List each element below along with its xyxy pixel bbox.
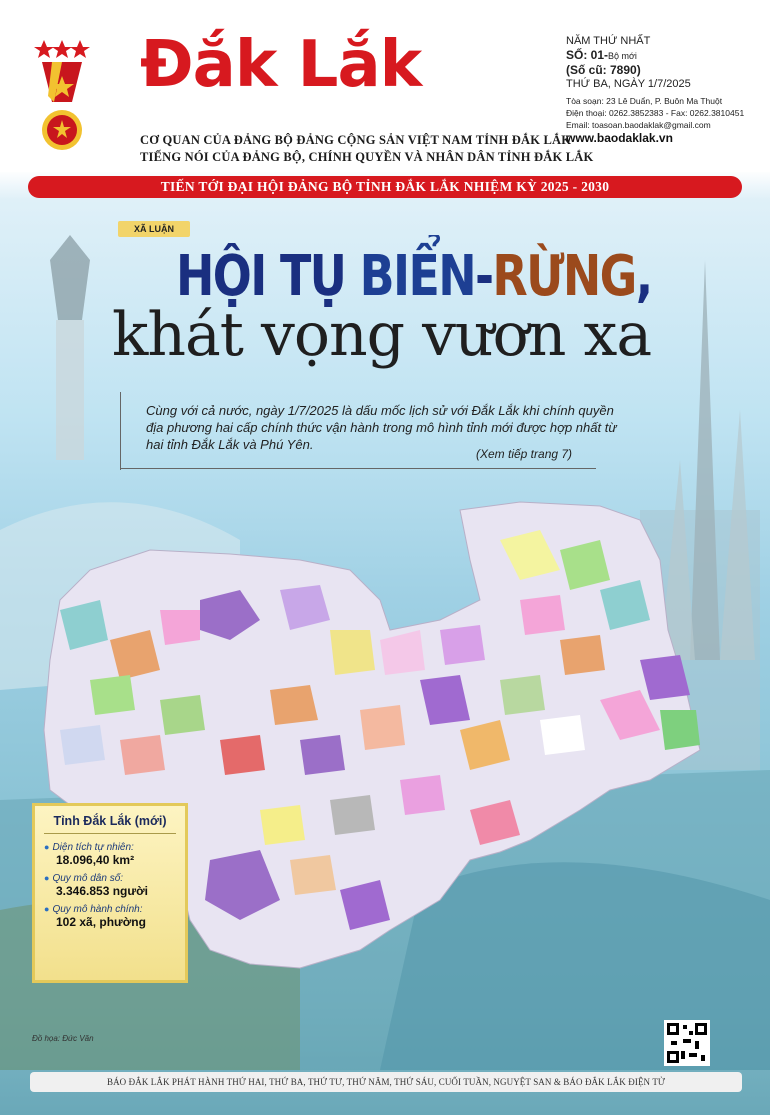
masthead-tagline-2: TIẾNG NÓI CỦA ĐẢNG BỘ, CHÍNH QUYỀN VÀ NHÂN DÂN TỈNH ĐẮK LẮK: [140, 150, 594, 164]
masthead-area: [0, 0, 770, 172]
issue-number-suffix: Bộ mới: [608, 51, 637, 61]
lede-divider-horizontal: [120, 468, 596, 469]
info-item-area: [44, 842, 176, 867]
masthead-title: Đắk Lắk: [140, 28, 422, 102]
issue-date: THỨ BA, NGÀY 1/7/2025: [566, 78, 691, 90]
issue-year: NĂM THỨ NHẤT: [566, 35, 651, 47]
article-lede: Cùng với cả nước, ngày 1/7/2025 là dấu mốc lịch sử với Đắk Lắk khi chính quyền địa phương hai cấp chính thức vận hành trong mô hình tỉnh mới được hợp nhất từ hai tỉnh Đắk Lắk và Phú Yên.: [146, 403, 617, 452]
article-tag: XÃ LUẬN: [118, 221, 190, 237]
headline-comma: ,: [635, 244, 652, 309]
issue-website[interactable]: www.baodaklak.vn: [566, 131, 673, 145]
issue-phone: Điện thoại: 0262.3852383 - Fax: 0262.3810451: [566, 108, 745, 118]
issue-office: Tòa soạn: 23 Lê Duẩn, P. Buôn Ma Thuột: [566, 96, 723, 106]
footer-bar: BÁO ĐẮK LẮK PHÁT HÀNH THỨ HAI, THỨ BA, THỨ TƯ, THỨ NĂM, THỨ SÁU, CUỐI TUẦN, NGUYỆT SAN & BÁO ĐẮK LẮK ĐIỆN TỬ: [30, 1072, 742, 1092]
info-value-area: 18.096,40 km²: [56, 853, 135, 867]
issue-number: SỐ: 01-: [566, 48, 609, 62]
info-item-administration: [44, 904, 176, 929]
info-value-population: 3.346.853 người: [56, 884, 148, 898]
graphic-credit: Đồ họa: Đức Văn: [32, 1034, 94, 1043]
headline-dash: -: [474, 244, 493, 309]
monument-icon: [20, 230, 120, 460]
congress-ribbon: TIẾN TỚI ĐẠI HỘI ĐẢNG BỘ TỈNH ĐẮK LẮK NHIỆM KỲ 2025 - 2030: [28, 176, 742, 198]
issue-old-number: (Số cũ: 7890): [566, 63, 641, 77]
continued-link[interactable]: (Xem tiếp trang 7): [476, 447, 573, 461]
headline-line2: khát vọng vươn xa: [112, 300, 652, 370]
info-label-population: ● Quy mô dân số:: [44, 873, 176, 884]
party-emblem-icon: [34, 36, 90, 156]
info-value-administration: 102 xã, phường: [56, 915, 146, 929]
province-info-box: [32, 803, 188, 983]
masthead-tagline-1: CƠ QUAN CỦA ĐẢNG BỘ ĐẢNG CỘNG SẢN VIỆT NAM TỈNH ĐẮK LẮK: [140, 133, 572, 147]
lede-divider-vertical: [120, 392, 121, 470]
info-item-population: [44, 873, 176, 898]
headline-sea: BIỂN: [359, 244, 475, 309]
issue-info: [566, 34, 756, 145]
info-label-administration: ● Quy mô hành chính:: [44, 904, 176, 915]
info-label-area: ● Diện tích tự nhiên:: [44, 842, 176, 853]
headline-forest: RỪNG: [492, 244, 636, 309]
qr-code-icon[interactable]: [664, 1020, 710, 1066]
info-box-title: Tỉnh Đắk Lắk (mới): [44, 814, 176, 834]
headline-part1: HỘI TỤ: [176, 244, 360, 309]
issue-email: Email: toasoan.baodaklak@gmail.com: [566, 120, 711, 130]
